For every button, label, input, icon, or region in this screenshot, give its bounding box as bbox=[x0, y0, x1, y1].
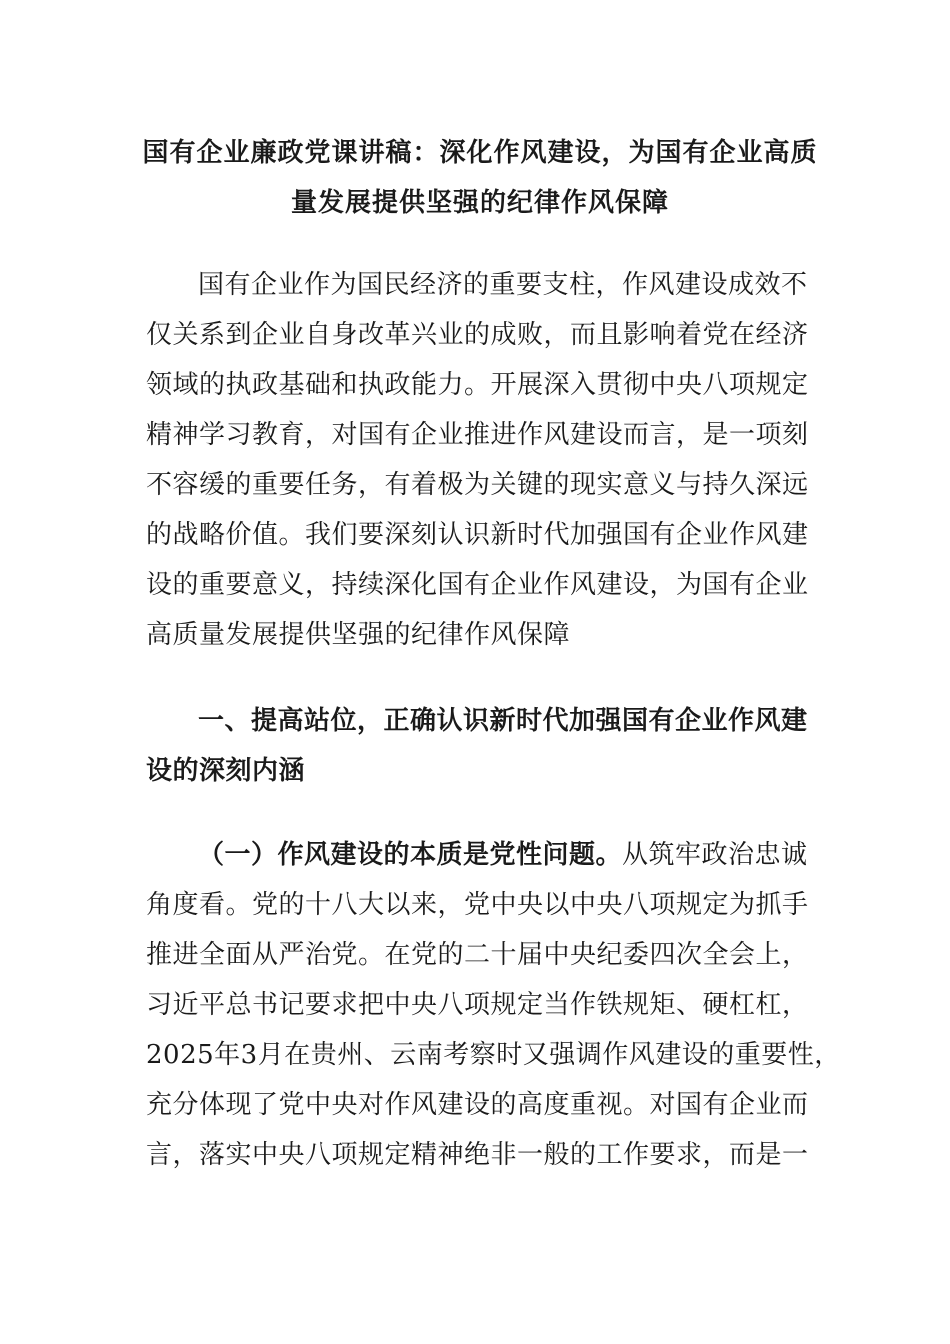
title-line-1: 国有企业廉政党课讲稿：深化作风建设，为国有企业高质 bbox=[142, 138, 818, 168]
intro-paragraph bbox=[146, 260, 809, 660]
paragraph-line bbox=[146, 830, 806, 880]
paragraph-line: 习近平总书记要求把中央八项规定当作铁规矩、硬杠杠， bbox=[146, 990, 809, 1020]
title-line-2: 量发展提供坚强的纪律作风保障 bbox=[290, 188, 669, 218]
paragraph-line: 的战略价值。我们要深刻认识新时代加强国有企业作风建 bbox=[146, 520, 809, 550]
paragraph-line: 精神学习教育，对国有企业推进作风建设而言，是一项刻 bbox=[146, 420, 809, 450]
paragraph-line: 不容缓的重要任务，有着极为关键的现实意义与持久深远 bbox=[146, 470, 809, 500]
paragraph-line: 言，落实中央八项规定精神绝非一般的工作要求，而是一 bbox=[146, 1140, 809, 1170]
section-heading-1 bbox=[146, 696, 806, 796]
section-heading-line-2: 设的深刻内涵 bbox=[146, 756, 306, 786]
paragraph-line: 充分体现了党中央对作风建设的高度重视。对国有企业而 bbox=[146, 1090, 809, 1120]
subsection-first-line-rest: 从筑牢政治忠诚 bbox=[622, 840, 808, 870]
document-title bbox=[140, 128, 820, 228]
paragraph-line: 国有企业作为国民经济的重要支柱，作风建设成效不 bbox=[198, 270, 808, 300]
paragraph-line: 高质量发展提供坚强的纪律作风保障 bbox=[146, 620, 571, 650]
paragraph-line: 角度看。党的十八大以来，党中央以中央八项规定为抓手 bbox=[146, 890, 809, 920]
paragraph-line: 仅关系到企业自身改革兴业的成败，而且影响着党在经济 bbox=[146, 320, 809, 350]
paragraph-line: 领域的执政基础和执政能力。开展深入贯彻中央八项规定 bbox=[146, 370, 809, 400]
subsection-lead: （一）作风建设的本质是党性问题。 bbox=[198, 840, 623, 870]
subsection-1-paragraph bbox=[146, 830, 841, 1180]
section-heading-line-1: 一、提高站位，正确认识新时代加强国有企业作风建 bbox=[198, 706, 808, 736]
paragraph-line: 推进全面从严治党。在党的二十届中央纪委四次全会上， bbox=[146, 940, 809, 970]
paragraph-line: 2025年3月在贵州、云南考察时又强调作风建设的重要性， bbox=[146, 1040, 841, 1070]
paragraph-line: 设的重要意义，持续深化国有企业作风建设，为国有企业 bbox=[146, 570, 809, 600]
